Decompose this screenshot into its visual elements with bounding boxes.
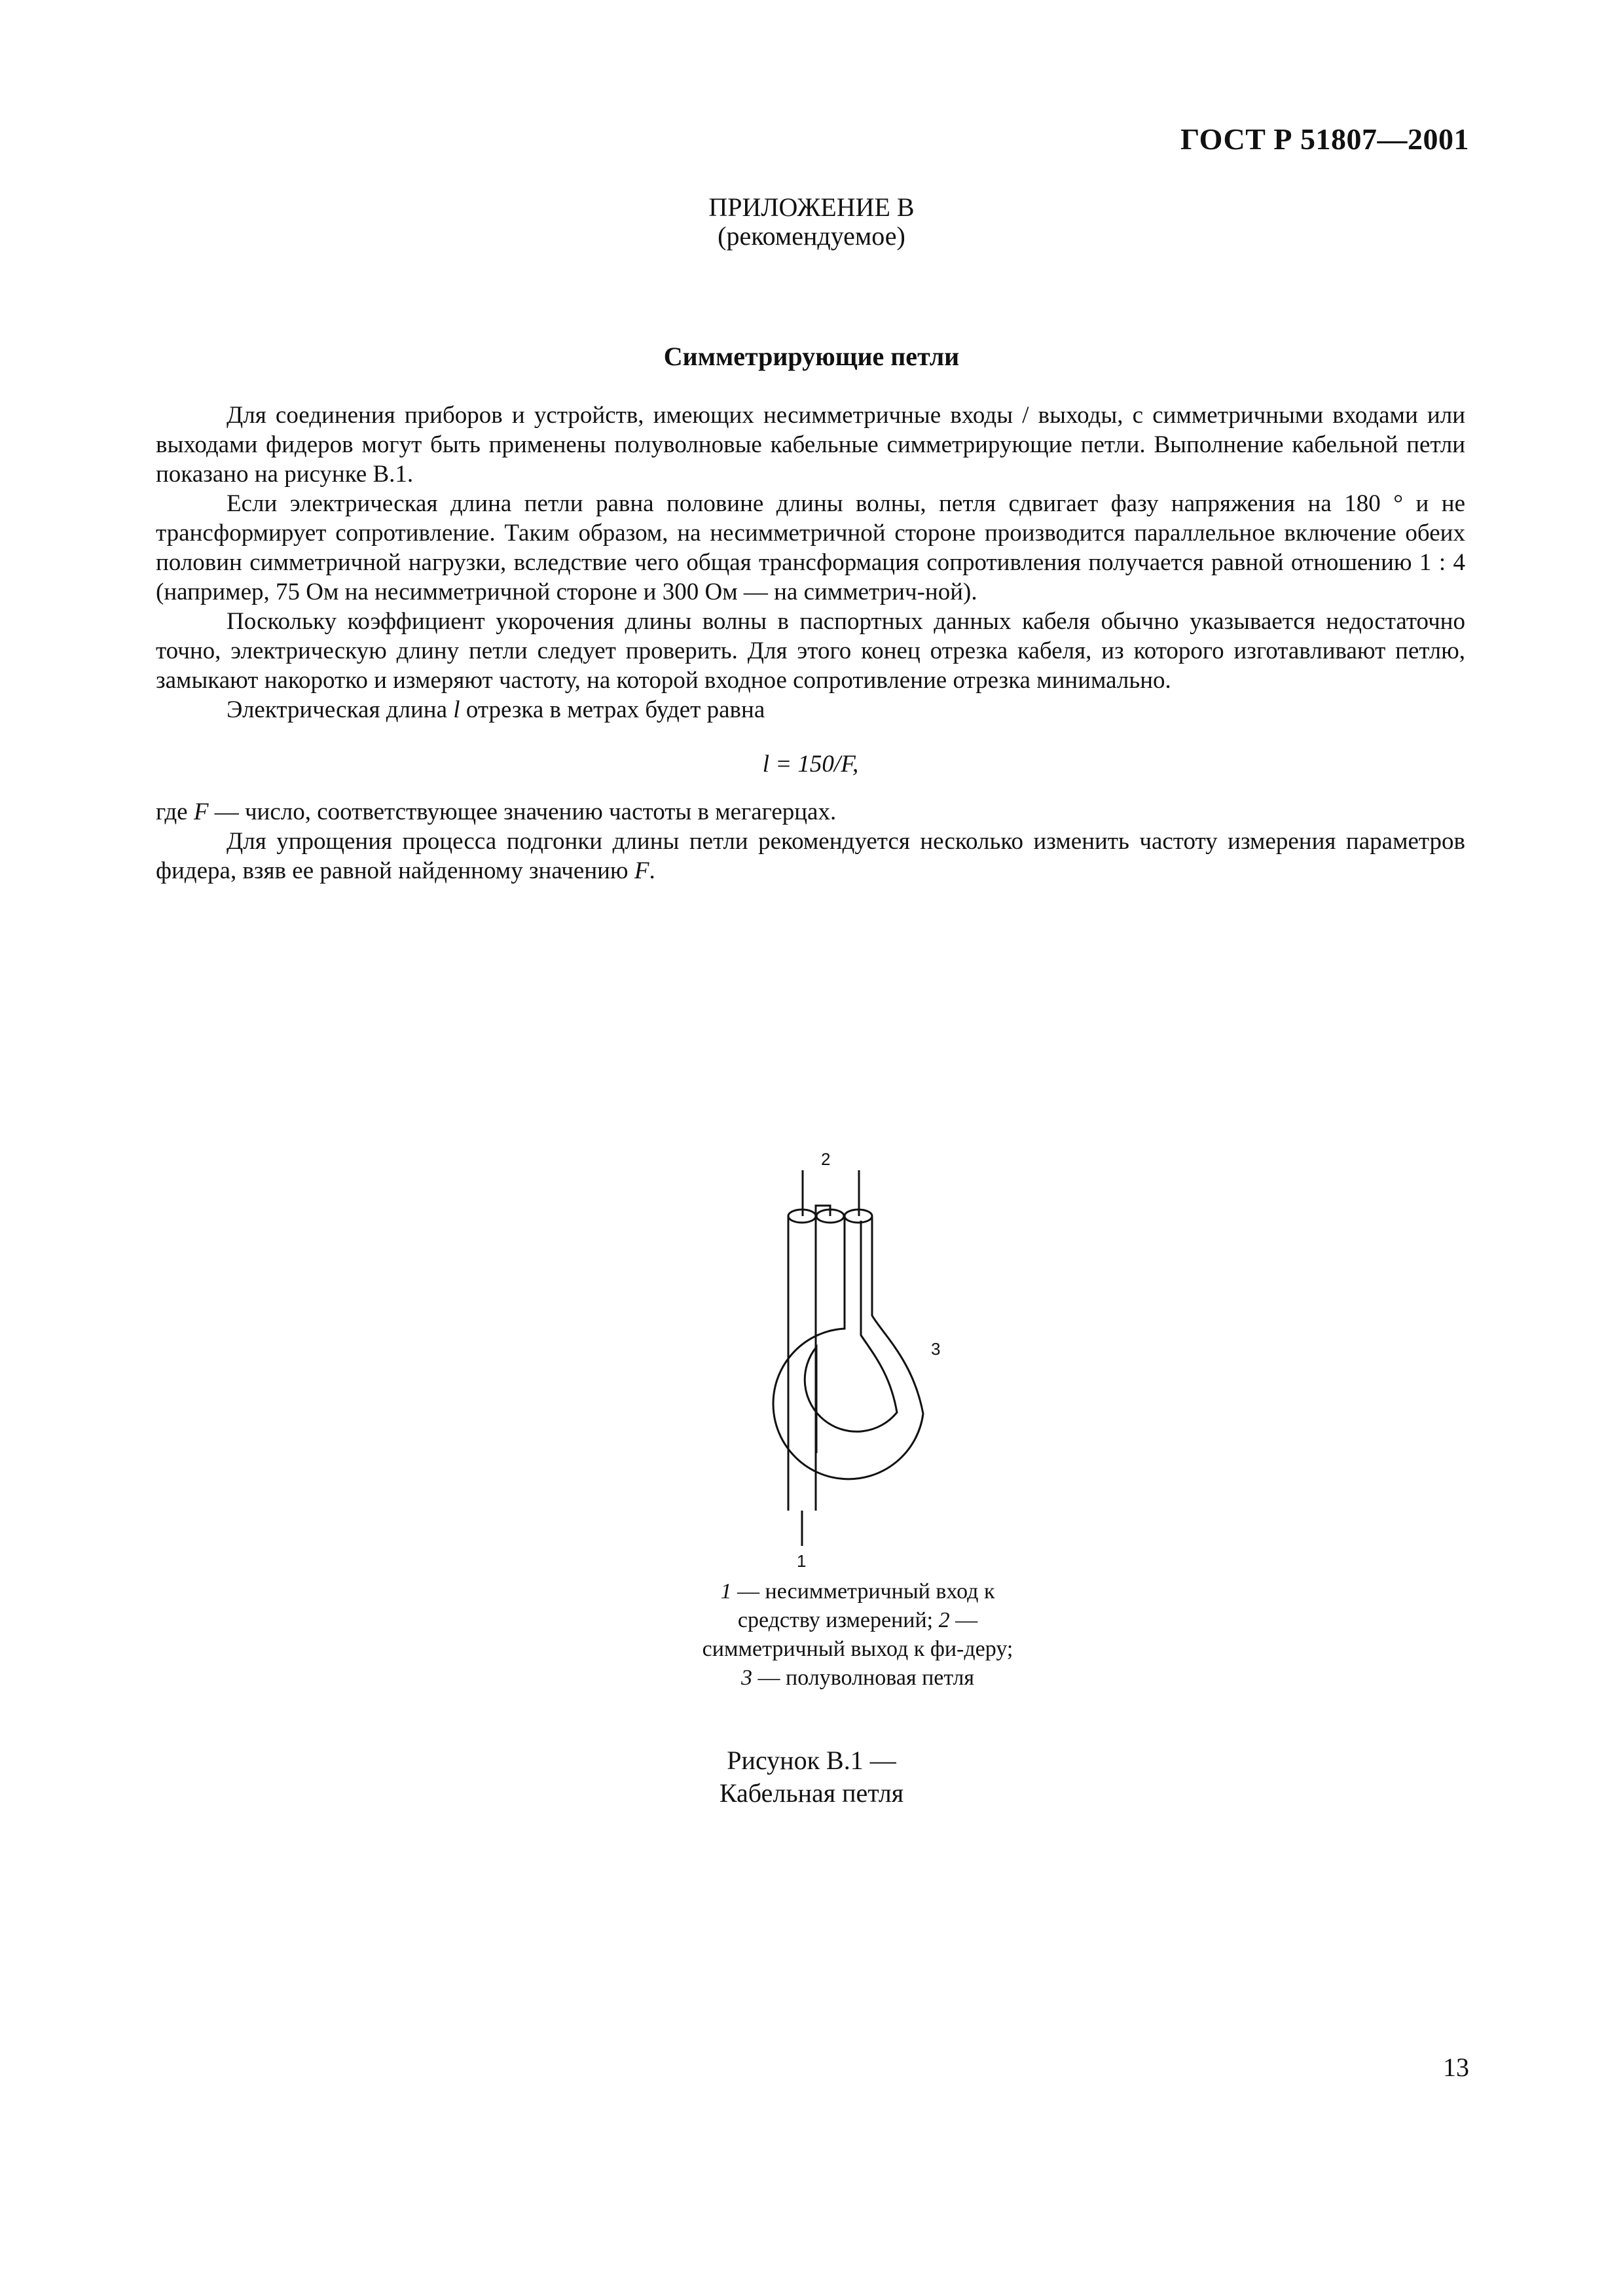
- figure-label-3: 3: [931, 1339, 941, 1359]
- frequency-symbol: F: [193, 798, 209, 825]
- paragraph-1: Для соединения приборов и устройств, имеющих несимметричные входы / выходы, с симметричными входами или выходами фидеров могут быть применены полуволновые кабельные симметрирующие петли. Выполнение кабельной петли показано на рисунке В.1.: [156, 402, 1465, 488]
- length-sentence: Электрическая длина l отрезка в метрах будет равна: [227, 696, 765, 723]
- figure-label-1: 1: [797, 1551, 807, 1571]
- formula: l = 150/F,: [762, 751, 859, 778]
- figure-legend: 1 — несимметричный вход к средству измерений; 2 — симметричный выход к фи-деру; 3 — полуволновая петля: [702, 1579, 1013, 1690]
- appendix-subtitle: (рекомендуемое): [718, 221, 905, 251]
- appendix-title: ПРИЛОЖЕНИЕ В: [708, 192, 915, 222]
- paragraph-3: Поскольку коэффициент укорочения длины волны в паспортных данных кабеля обычно указывается недостаточно точно, электрическую длину петли следует проверить. Для этого конец отрезка кабеля, из которого изготавливают петлю, замыкают накоротко и измеряют частоту, на которой входное сопротивление отрезка минимально.: [156, 608, 1465, 694]
- loop-outer: [773, 1216, 923, 1479]
- where-line: где F — число, соответствующее значению частоты в мегагерцах.: [156, 798, 837, 825]
- cable-loop-figure: [733, 1139, 969, 1571]
- figure-title-line-2: Кабельная петля: [719, 1778, 904, 1808]
- loop-inner: [805, 1221, 897, 1453]
- figure-label-2: 2: [821, 1149, 831, 1169]
- length-symbol: l: [453, 696, 460, 723]
- section-title: Симметрирующие петли: [663, 342, 960, 371]
- paragraph-2: Если электрическая длина петли равна половине длины волны, петля сдвигает фазу напряжения на 180 ° и не трансформирует сопротивление. Таким образом, на несимметричной стороне производится параллельное включение обеих половин симметричной нагрузки, вследствие чего общая трансформация сопротивления получается равной отношению 1 : 4 (например, 75 Ом на несимметричной стороне и 300 Ом — на симметрич-ной).: [156, 490, 1465, 605]
- figure-title: [0, 1744, 1623, 1810]
- final-paragraph: Для упрощения процесса подгонки длины петли рекомендуется несколько изменить частоту измерения параметров фидера, взяв ее равной найденному значению F.: [156, 828, 1465, 884]
- document-standard-number: ГОСТ Р 51807—2001: [1180, 122, 1469, 156]
- body-text: [156, 401, 1465, 886]
- figure-title-line-1: Рисунок В.1 —: [727, 1746, 896, 1775]
- page-number: 13: [1443, 2053, 1469, 2082]
